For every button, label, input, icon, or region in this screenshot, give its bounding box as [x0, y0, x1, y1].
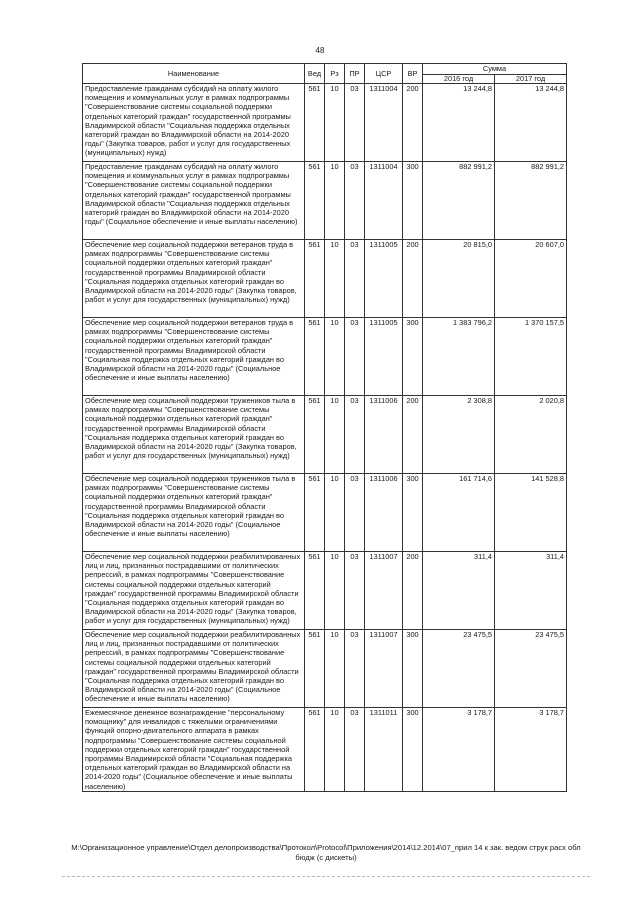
table-row — [83, 630, 567, 708]
row-name: Обеспечение мер социальной поддержки тружеников тыла в рамках подпрограммы "Совершенствование системы социальной поддержки отдельных категорий граждан" государственной программы Владимирской области "Социальная поддержка отдельных категорий граждан во Владимирской области на 2014-2020 годы" (Закупка товаров, работ и услуг для государственных (муниципальных) нужд) — [83, 396, 305, 474]
row-2017: 2 020,8 — [495, 396, 567, 474]
row-ved: 561 — [305, 474, 325, 552]
row-csr: 1311004 — [365, 84, 403, 162]
row-vr: 300 — [403, 708, 423, 792]
footer-divider — [62, 876, 590, 877]
row-pr: 03 — [345, 240, 365, 318]
row-name: Ежемесячное денежное вознаграждение "персональному помощнику" для инвалидов с тяжелыми ограничениями функций опорно-двигательного аппарата в рамках подпрограммы "Совершенствование системы социальной поддержки отдельных категорий граждан" государственной программы Владимирской области "Социальная поддержка отдельных категорий граждан во Владимирской области на 2014-2020 годы" (Социальное обеспечение и иные выплаты населению) — [83, 708, 305, 792]
row-ved: 561 — [305, 630, 325, 708]
row-csr: 1311007 — [365, 630, 403, 708]
column-header-sum: Сумма — [423, 64, 567, 75]
row-2017: 1 370 157,5 — [495, 318, 567, 396]
row-ved: 561 — [305, 708, 325, 792]
row-ved: 561 — [305, 162, 325, 240]
row-ved: 561 — [305, 84, 325, 162]
row-name: Обеспечение мер социальной поддержки ветеранов труда в рамках подпрограммы "Совершенствование системы социальной поддержки отдельных категорий граждан" государственной программы Владимирской области "Социальная поддержка отдельных категорий граждан во Владимирской области на 2014-2020 годы" (Закупка товаров, работ и услуг для государственных (муниципальных) нужд) — [83, 240, 305, 318]
row-2016: 161 714,6 — [423, 474, 495, 552]
row-csr: 1311006 — [365, 396, 403, 474]
column-header-name: Наименование — [83, 64, 305, 84]
table-row — [83, 396, 567, 474]
row-csr: 1311011 — [365, 708, 403, 792]
row-rz: 10 — [325, 84, 345, 162]
row-2016: 311,4 — [423, 552, 495, 630]
row-pr: 03 — [345, 708, 365, 792]
row-rz: 10 — [325, 630, 345, 708]
row-csr: 1311005 — [365, 240, 403, 318]
table-row — [83, 240, 567, 318]
row-rz: 10 — [325, 708, 345, 792]
row-name: Предоставление гражданам субсидий на оплату жилого помещения и коммунальных услуг в рамках подпрограммы "Совершенствование системы социальной поддержки отдельных категорий граждан" государственной программы Владимирской области "Социальная поддержка отдельных категорий граждан во Владимирской области на 2014-2020 годы" (Социальное обеспечение и иные выплаты населению) — [83, 162, 305, 240]
row-csr: 1311005 — [365, 318, 403, 396]
row-name: Обеспечение мер социальной поддержки реабилитированных лиц и лиц, признанных пострадавшими от политических репрессий, в рамках подпрограммы "Совершенствование системы социальной поддержки отдельных категорий граждан" государственной программы Владимирской области "Социальная поддержка отдельных категорий граждан во Владимирской области на 2014-2020 годы" (Закупка товаров, работ и услуг для государственных (муниципальных) нужд) — [83, 552, 305, 630]
row-vr: 300 — [403, 630, 423, 708]
column-header-csr: ЦСР — [365, 64, 403, 84]
row-2016: 23 475,5 — [423, 630, 495, 708]
table-row — [83, 552, 567, 630]
row-name: Предоставление гражданам субсидий на оплату жилого помещения и коммунальных услуг в рамках подпрограммы "Совершенствование системы социальной поддержки отдельных категорий граждан" государственной программы Владимирской области "Социальная поддержка отдельных категорий граждан во Владимирской области на 2014-2020 годы" (Закупка товаров, работ и услуг для государственных (муниципальных) нужд) — [83, 84, 305, 162]
row-2016: 2 308,8 — [423, 396, 495, 474]
column-header-2017: 2017 год — [495, 75, 567, 84]
row-ved: 561 — [305, 240, 325, 318]
row-rz: 10 — [325, 318, 345, 396]
row-pr: 03 — [345, 162, 365, 240]
row-ved: 561 — [305, 552, 325, 630]
row-ved: 561 — [305, 396, 325, 474]
row-csr: 1311006 — [365, 474, 403, 552]
row-2017: 311,4 — [495, 552, 567, 630]
row-2017: 3 178,7 — [495, 708, 567, 792]
row-rz: 10 — [325, 162, 345, 240]
header-row — [83, 64, 567, 75]
row-csr: 1311004 — [365, 162, 403, 240]
budget-table — [82, 63, 567, 792]
row-pr: 03 — [345, 318, 365, 396]
file-path-footer: M:\Организационное управление\Отдел делопроизводства\Протокол\Protocol\Приложения\2014\12.2014\07_прил 14 к зак. ведом струк расх обл бюдж (с дискеты) — [71, 843, 581, 862]
row-vr: 200 — [403, 396, 423, 474]
row-rz: 10 — [325, 552, 345, 630]
table-row — [83, 474, 567, 552]
row-csr: 1311007 — [365, 552, 403, 630]
row-2017: 141 528,8 — [495, 474, 567, 552]
column-header-rz: Рз — [325, 64, 345, 84]
row-vr: 300 — [403, 474, 423, 552]
row-pr: 03 — [345, 474, 365, 552]
row-vr: 200 — [403, 552, 423, 630]
page-number: 48 — [315, 46, 325, 55]
row-name: Обеспечение мер социальной поддержки ветеранов труда в рамках подпрограммы "Совершенствование системы социальной поддержки отдельных категорий граждан" государственной программы Владимирской области "Социальная поддержка отдельных категорий граждан во Владимирской области на 2014-2020 годы" (Социальное обеспечение и иные выплаты населению) — [83, 318, 305, 396]
row-pr: 03 — [345, 396, 365, 474]
row-vr: 300 — [403, 318, 423, 396]
row-pr: 03 — [345, 552, 365, 630]
table-row — [83, 162, 567, 240]
row-2017: 20 607,0 — [495, 240, 567, 318]
row-2017: 13 244,8 — [495, 84, 567, 162]
row-2017: 23 475,5 — [495, 630, 567, 708]
table-row — [83, 708, 567, 792]
row-2016: 20 815,0 — [423, 240, 495, 318]
row-name: Обеспечение мер социальной поддержки тружеников тыла в рамках подпрограммы "Совершенствование системы социальной поддержки отдельных категорий граждан" государственной программы Владимирской области "Социальная поддержка отдельных категорий граждан во Владимирской области на 2014-2020 годы" (Социальное обеспечение и иные выплаты населению) — [83, 474, 305, 552]
row-vr: 200 — [403, 240, 423, 318]
column-header-2016: 2016 год — [423, 75, 495, 84]
row-2016: 882 991,2 — [423, 162, 495, 240]
row-vr: 200 — [403, 84, 423, 162]
row-2016: 3 178,7 — [423, 708, 495, 792]
row-rz: 10 — [325, 240, 345, 318]
row-ved: 561 — [305, 318, 325, 396]
row-pr: 03 — [345, 84, 365, 162]
row-vr: 300 — [403, 162, 423, 240]
row-2016: 13 244,8 — [423, 84, 495, 162]
table-row — [83, 318, 567, 396]
row-name: Обеспечение мер социальной поддержки реабилитированных лиц и лиц, признанных пострадавшими от политических репрессий, в рамках подпрограммы "Совершенствование системы социальной поддержки отдельных категорий граждан" государственной программы Владимирской области "Социальная поддержка отдельных категорий граждан во Владимирской области на 2014-2020 годы" (Социальное обеспечение и иные выплаты населению) — [83, 630, 305, 708]
row-2016: 1 383 796,2 — [423, 318, 495, 396]
column-header-ved: Вед — [305, 64, 325, 84]
table-row — [83, 84, 567, 162]
row-rz: 10 — [325, 474, 345, 552]
row-2017: 882 991,2 — [495, 162, 567, 240]
column-header-vr: ВР — [403, 64, 423, 84]
row-rz: 10 — [325, 396, 345, 474]
row-pr: 03 — [345, 630, 365, 708]
column-header-pr: ПР — [345, 64, 365, 84]
